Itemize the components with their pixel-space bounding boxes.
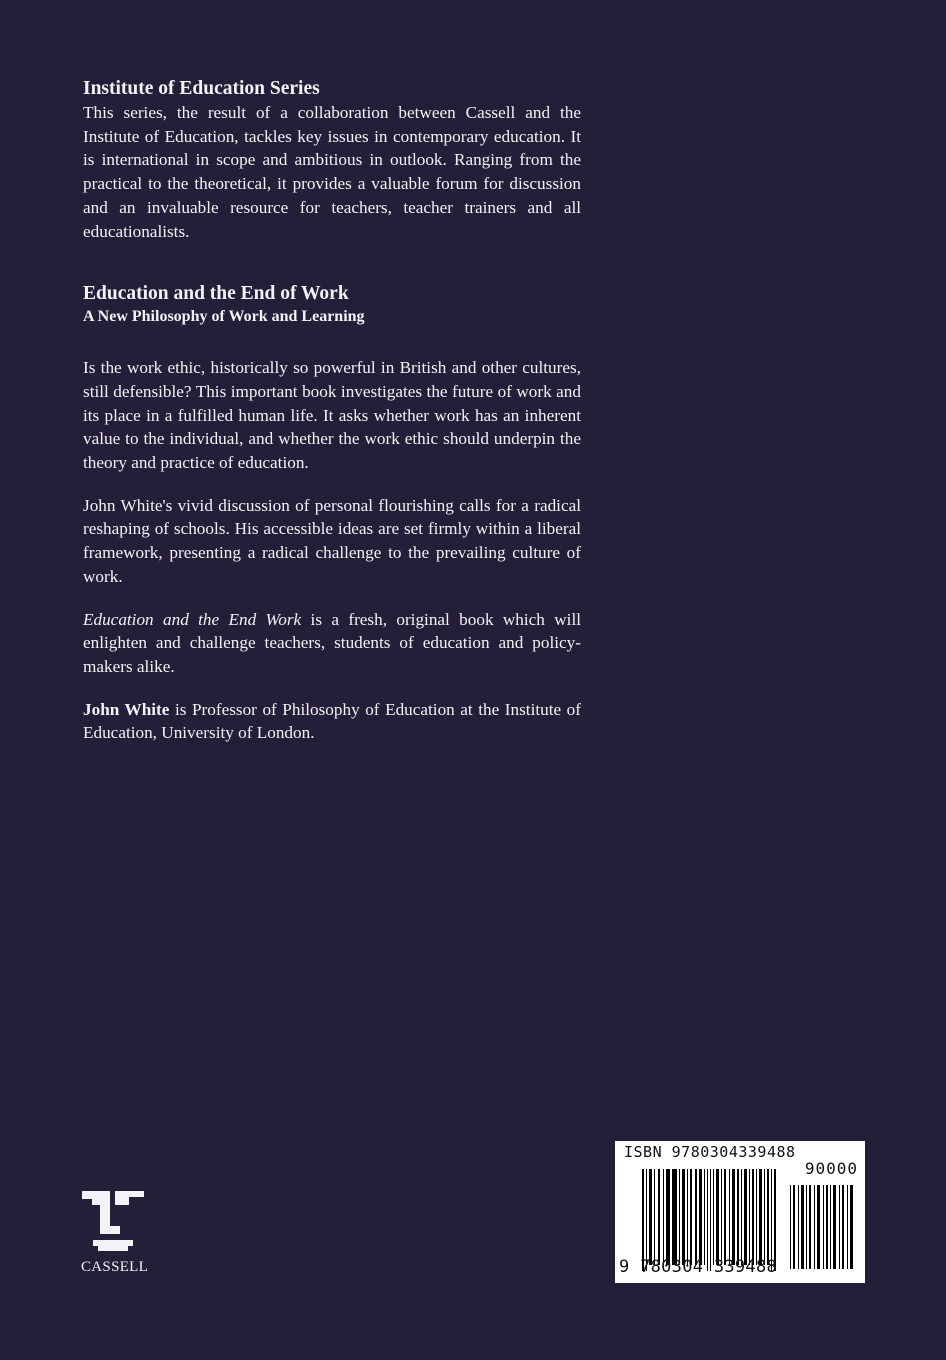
- author-name: John White: [83, 699, 170, 719]
- book-title: Education and the End of Work: [83, 283, 349, 305]
- series-heading: Institute of Education Series: [83, 78, 320, 99]
- blurb-book-title: Education and the End Work: [83, 609, 302, 629]
- series-description: This series, the result of a collaboration between Cassell and the Institute of Education, tackles key issues in contemporary education. It is international in scope and ambitious in outlook. Ranging from the practical to the theoretical, it provides a valuable forum for discussion and an invaluable resource for teachers, teacher trainers and all educationalists.: [83, 103, 581, 241]
- isbn-barcode: [615, 1141, 865, 1283]
- ean-digits: 9 780304 339488: [619, 1257, 778, 1277]
- back-cover-text: [83, 77, 581, 745]
- book-subtitle: A New Philosophy of Work and Learning: [83, 308, 365, 326]
- price-code: 90000: [804, 1159, 858, 1178]
- publisher-name: CASSELL: [81, 1259, 149, 1275]
- isbn-label: ISBN 9780304339488: [624, 1143, 796, 1161]
- description-paragraph-1: Is the work ethic, historically so powerful in British and other cultures, still defensible? This important book investigates the future of work and its place in a fulfilled human life. It asks whether work has an inherent value to the individual, and whether the work ethic should underpin the theory and practice of education.: [83, 358, 581, 473]
- blurb-text: is a fresh, original book which will enlighten and challenge teachers, students of education and policy-makers alike.: [83, 609, 581, 676]
- description-paragraph-2: John White's vivid discussion of personal flourishing calls for a radical reshaping of schools. His accessible ideas are set firmly within a liberal framework, presenting a radical challenge to the prevailing culture of work.: [83, 495, 581, 586]
- author-bio-paragraph: [83, 698, 581, 745]
- author-bio: is Professor of Philosophy of Education at the Institute of Education, University of London.: [83, 699, 581, 743]
- blurb-paragraph: [83, 608, 581, 679]
